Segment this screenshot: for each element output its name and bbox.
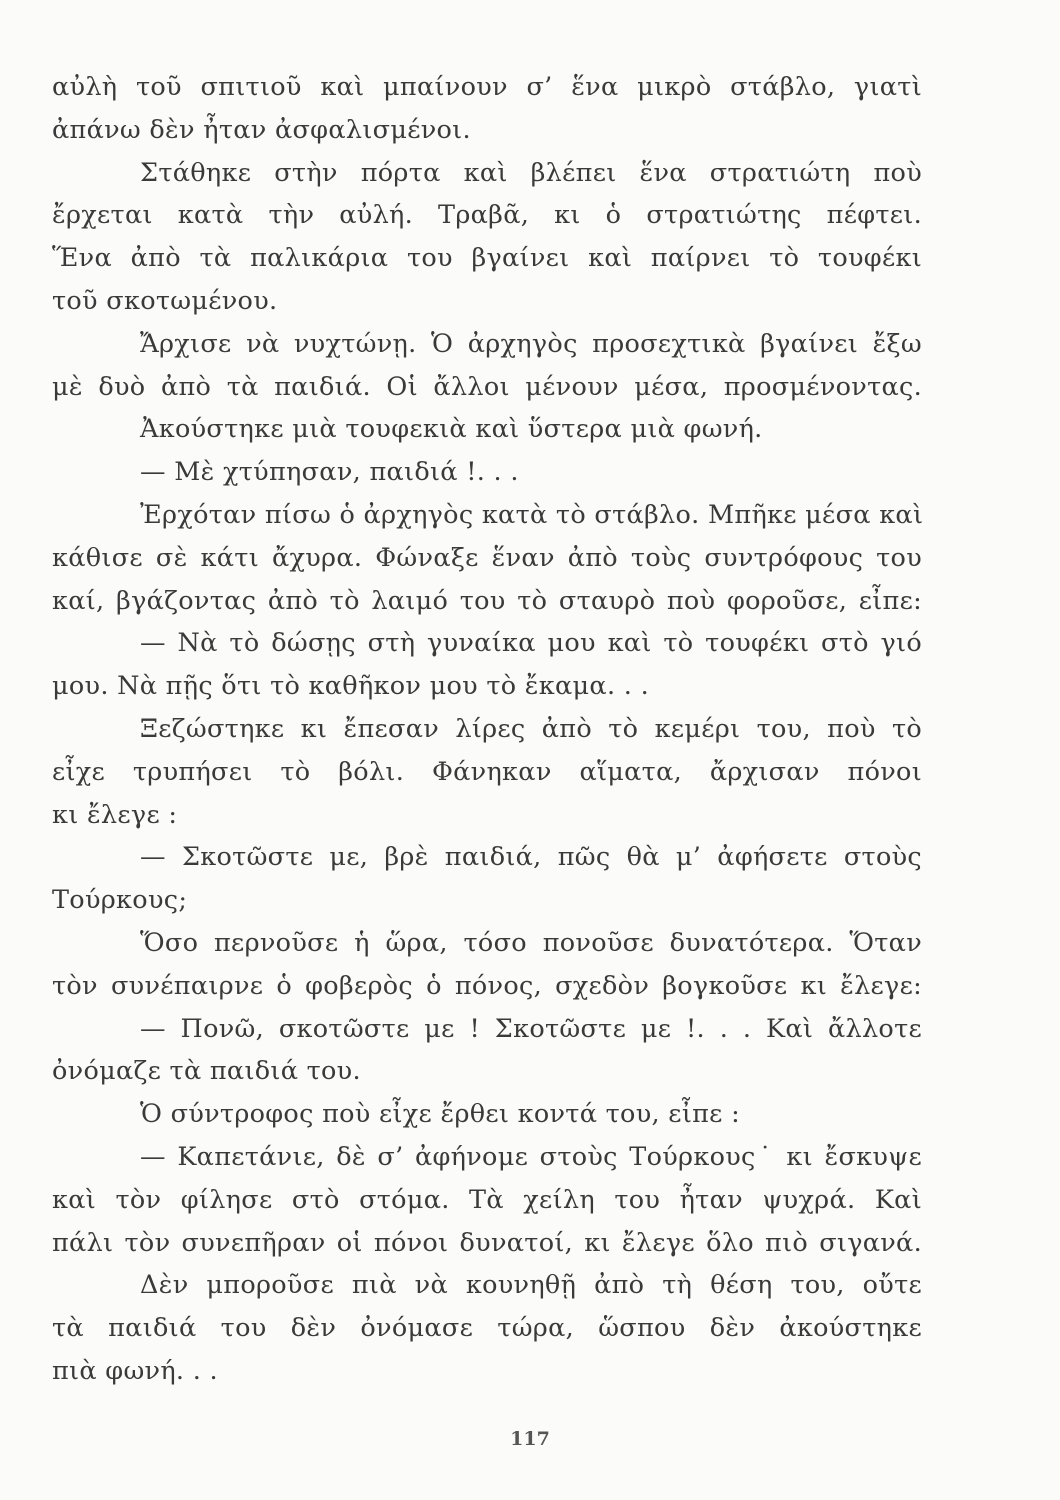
text-line: Στάθηκε στὴν πόρτα καὶ βλέπει ἕνα στρατιώτη ποὺ <box>140 157 922 188</box>
text-line: Δὲν μποροῦσε πιὰ νὰ κουνηθῇ ἀπὸ τὴ θέση του, οὔτε <box>140 1270 922 1301</box>
text-line: — Μὲ χτύπησαν, παιδιά !. . . <box>140 457 519 488</box>
text-line: ἔρχεται κατὰ τὴν αὐλή. Τραβᾶ, κι ὁ στρατιώτης πέφτει. <box>52 200 922 231</box>
text-line: Ὅσο περνοῦσε ἡ ὥρα, τόσο πονοῦσε δυνατότερα. Ὅταν <box>140 927 922 958</box>
text-line: τοῦ σκοτωμένου. <box>52 285 278 316</box>
text-line: ἀπάνω δὲν ἦταν ἀσφαλισμένοι. <box>52 114 471 145</box>
text-line: Ἀκούστηκε μιὰ τουφεκιὰ καὶ ὕστερα μιὰ φωνή. <box>140 414 763 445</box>
text-line: τὸν συνέπαιρνε ὁ φοβερὸς ὁ πόνος, σχεδὸν βογκοῦσε κι ἔλεγε: <box>52 970 922 1001</box>
text-line: τὰ παιδιά του δὲν ὀνόμασε τώρα, ὥσπου δὲν ἀκούστηκε <box>52 1313 922 1344</box>
text-line: μὲ δυὸ ἀπὸ τὰ παιδιά. Οἱ ἄλλοι μένουν μέσα, προσμένοντας. <box>52 371 922 402</box>
text-line: — Νὰ τὸ δώσῃς στὴ γυναίκα μου καὶ τὸ τουφέκι στὸ γιό <box>140 628 922 659</box>
text-line: πάλι τὸν συνεπῆραν οἱ πόνοι δυνατοί, κι ἔλεγε ὅλο πιὸ σιγανά. <box>52 1227 922 1258</box>
text-line: Ὁ σύντροφος ποὺ εἶχε ἔρθει κοντά του, εἶπε : <box>140 1099 740 1130</box>
text-line: κάθισε σὲ κάτι ἄχυρα. Φώναξε ἕναν ἀπὸ τοὺς συντρόφους του <box>52 542 922 573</box>
body-text <box>52 66 922 1393</box>
text-line: μου. Νὰ πῇς ὅτι τὸ καθῆκον μου τὸ ἔκαμα. . . <box>52 671 649 702</box>
text-line: πιὰ φωνή. . . <box>52 1355 218 1386</box>
page-number: 117 <box>510 1428 550 1450</box>
text-line: Ἐρχόταν πίσω ὁ ἀρχηγὸς κατὰ τὸ στάβλο. Μπῆκε μέσα καὶ <box>140 499 924 530</box>
text-line: — Πονῶ, σκοτῶστε με ! Σκοτῶστε με !. . . Καὶ ἄλλοτε <box>140 1013 922 1044</box>
text-line: καί, βγάζοντας ἀπὸ τὸ λαιμό του τὸ σταυρὸ ποὺ φοροῦσε, εἶπε: <box>52 585 922 616</box>
text-line: ὀνόμαζε τὰ παιδιά του. <box>52 1056 361 1087</box>
text-line: Ἄρχισε νὰ νυχτώνῃ. Ὁ ἀρχηγὸς προσεχτικὰ βγαίνει ἔξω <box>140 328 922 359</box>
text-line: — Καπετάνιε, δὲ σ’ ἀφήνομε στοὺς Τούρκους˙ κι ἔσκυψε <box>140 1141 922 1172</box>
text-line: καὶ τὸν φίλησε στὸ στόμα. Τὰ χείλη του ἦταν ψυχρά. Καὶ <box>52 1184 922 1215</box>
text-line: Τούρκους; <box>52 885 188 916</box>
text-line: κι ἔλεγε : <box>52 799 178 830</box>
text-line: Ξεζώστηκε κι ἔπεσαν λίρες ἀπὸ τὸ κεμέρι του, ποὺ τὸ <box>140 713 922 744</box>
text-line: εἶχε τρυπήσει τὸ βόλι. Φάνηκαν αἵματα, ἄρχισαν πόνοι <box>52 756 922 787</box>
text-line: — Σκοτῶστε με, βρὲ παιδιά, πῶς θὰ μ’ ἀφήσετε στοὺς <box>140 842 922 873</box>
text-line: Ἕνα ἀπὸ τὰ παλικάρια του βγαίνει καὶ παίρνει τὸ τουφέκι <box>52 243 922 274</box>
text-line: αὐλὴ τοῦ σπιτιοῦ καὶ μπαίνουν σ’ ἕνα μικρὸ στάβλο, γιατὶ <box>52 72 922 102</box>
